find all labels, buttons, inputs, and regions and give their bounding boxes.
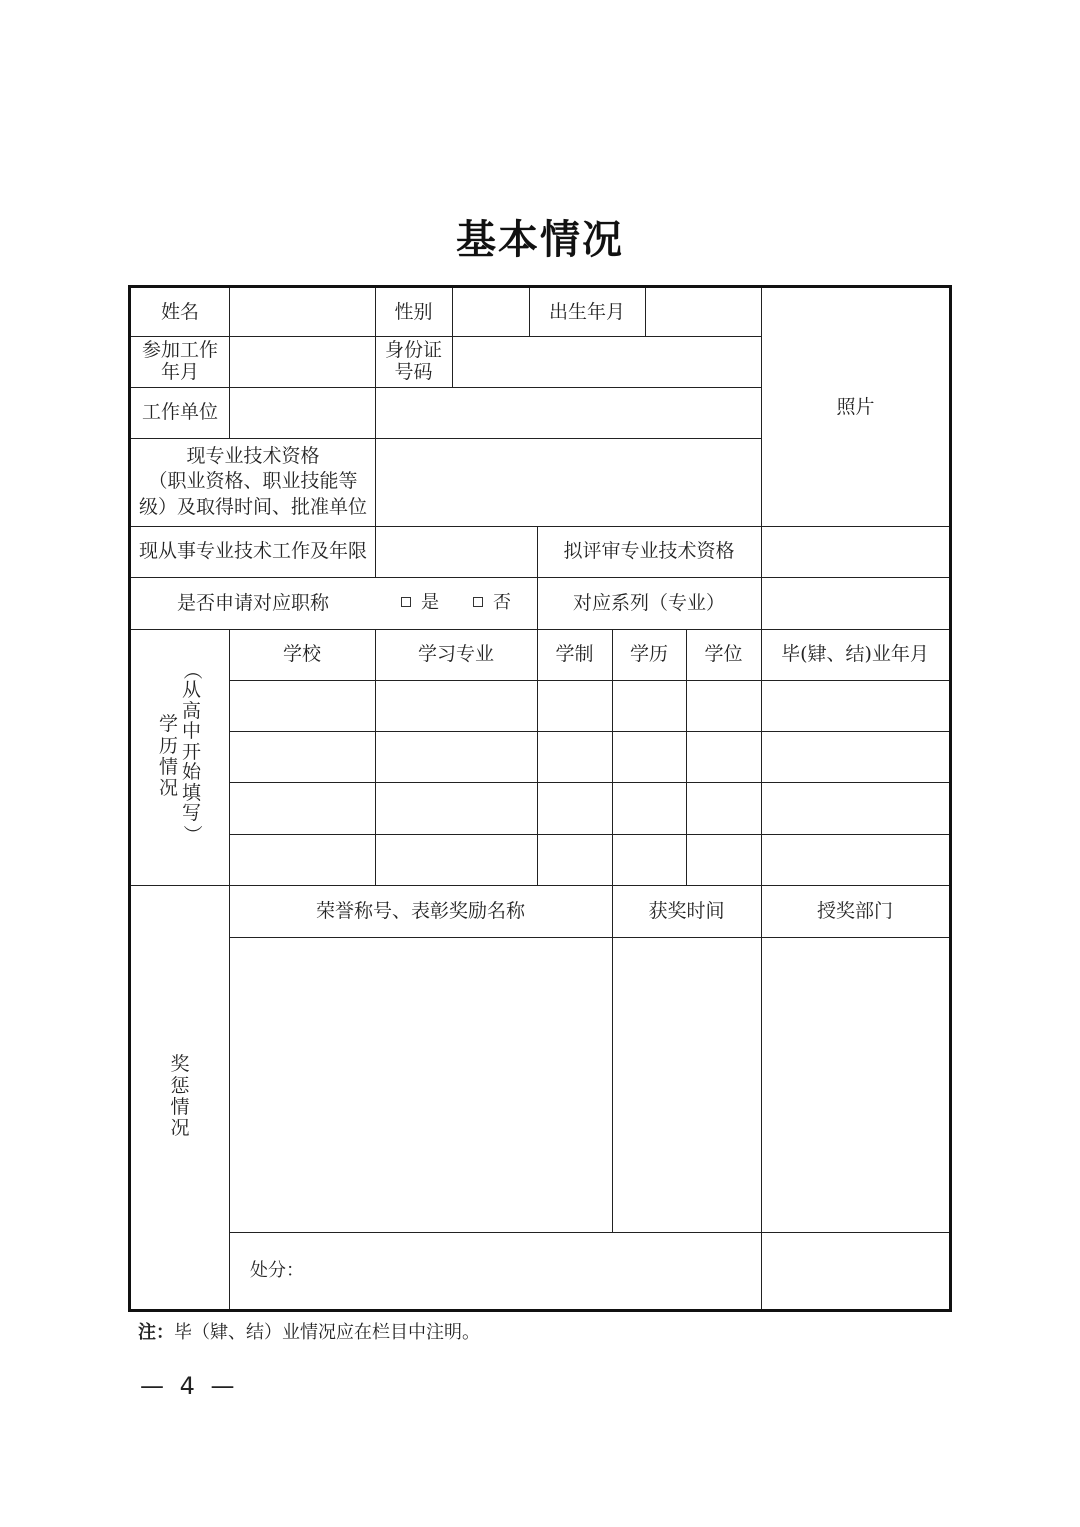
penalty-label: 处分： bbox=[250, 1260, 304, 1282]
no-option[interactable]: 否 bbox=[473, 591, 511, 614]
apply-label: 是否申请对应职称 bbox=[176, 591, 329, 614]
edu-header-major: 学习专业 bbox=[417, 643, 494, 666]
name-label: 姓名 bbox=[160, 300, 199, 323]
edu-header-graduation: 毕(肄、结)业年月 bbox=[781, 643, 929, 666]
proposed-field[interactable] bbox=[762, 527, 949, 577]
award-header-name: 荣誉称号、表彰奖励名称 bbox=[315, 899, 525, 922]
id-label: 身份证 号码 bbox=[384, 338, 442, 383]
current-work-field[interactable] bbox=[376, 527, 537, 577]
series-label: 对应系列（专业） bbox=[572, 591, 725, 614]
award-header-dept: 授奖部门 bbox=[816, 899, 893, 922]
footnote bbox=[138, 1318, 480, 1344]
award-dept-field[interactable] bbox=[762, 938, 949, 1232]
footnote-prefix: 注： bbox=[138, 1322, 174, 1343]
photo-box[interactable] bbox=[762, 288, 949, 526]
award-time-field[interactable] bbox=[613, 938, 761, 1232]
edu-header-school: 学校 bbox=[282, 643, 321, 666]
page-number: — 4 — bbox=[140, 1372, 239, 1400]
birth-field[interactable] bbox=[646, 288, 761, 336]
awards-side-label: 奖 惩 情 况 bbox=[170, 1053, 190, 1140]
edu-header-duration: 学制 bbox=[555, 643, 594, 666]
education-row[interactable] bbox=[230, 681, 949, 731]
series-field[interactable] bbox=[762, 578, 949, 629]
qualification-field[interactable] bbox=[376, 439, 761, 526]
gender-field[interactable] bbox=[453, 288, 529, 336]
education-title: 学 历 情 况 bbox=[158, 713, 178, 800]
yes-checkbox[interactable] bbox=[401, 597, 411, 607]
footnote-text: 毕（肄、结）业情况应在栏目中注明。 bbox=[174, 1322, 480, 1343]
qualification-label: 现专业技术资格 （职业资格、职业技能等 级）及取得时间、批准单位 bbox=[138, 444, 367, 518]
employer-field[interactable] bbox=[230, 388, 761, 438]
award-header-time: 获奖时间 bbox=[648, 899, 725, 922]
current-work-label: 现从事专业技术工作及年限 bbox=[138, 540, 367, 563]
proposed-label: 拟评审专业技术资格 bbox=[563, 540, 735, 563]
employer-label: 工作单位 bbox=[141, 401, 218, 424]
education-row[interactable] bbox=[230, 783, 949, 834]
id-field[interactable] bbox=[453, 337, 761, 387]
penalty-field[interactable] bbox=[230, 1233, 949, 1309]
award-name-field[interactable] bbox=[230, 938, 612, 1232]
gender-label: 性别 bbox=[394, 300, 433, 323]
basic-info-form bbox=[128, 285, 952, 1312]
apply-options bbox=[375, 577, 537, 629]
name-field[interactable] bbox=[230, 288, 375, 336]
yes-option[interactable]: 是 bbox=[401, 591, 439, 614]
work-start-field[interactable] bbox=[230, 337, 375, 387]
birth-label: 出生年月 bbox=[548, 300, 625, 323]
edu-header-degree: 学位 bbox=[704, 643, 743, 666]
no-checkbox[interactable] bbox=[473, 597, 483, 607]
education-side-label bbox=[131, 629, 229, 885]
edu-header-education: 学历 bbox=[629, 643, 668, 666]
education-subtitle: （ 从 高 中 开 始 填 写 ） bbox=[180, 660, 203, 844]
photo-label: 照片 bbox=[836, 395, 875, 418]
education-row[interactable] bbox=[230, 732, 949, 782]
page-title: 基本情况 bbox=[456, 216, 624, 263]
education-row[interactable] bbox=[230, 835, 949, 885]
work-start-label: 参加工作 年月 bbox=[141, 338, 218, 383]
